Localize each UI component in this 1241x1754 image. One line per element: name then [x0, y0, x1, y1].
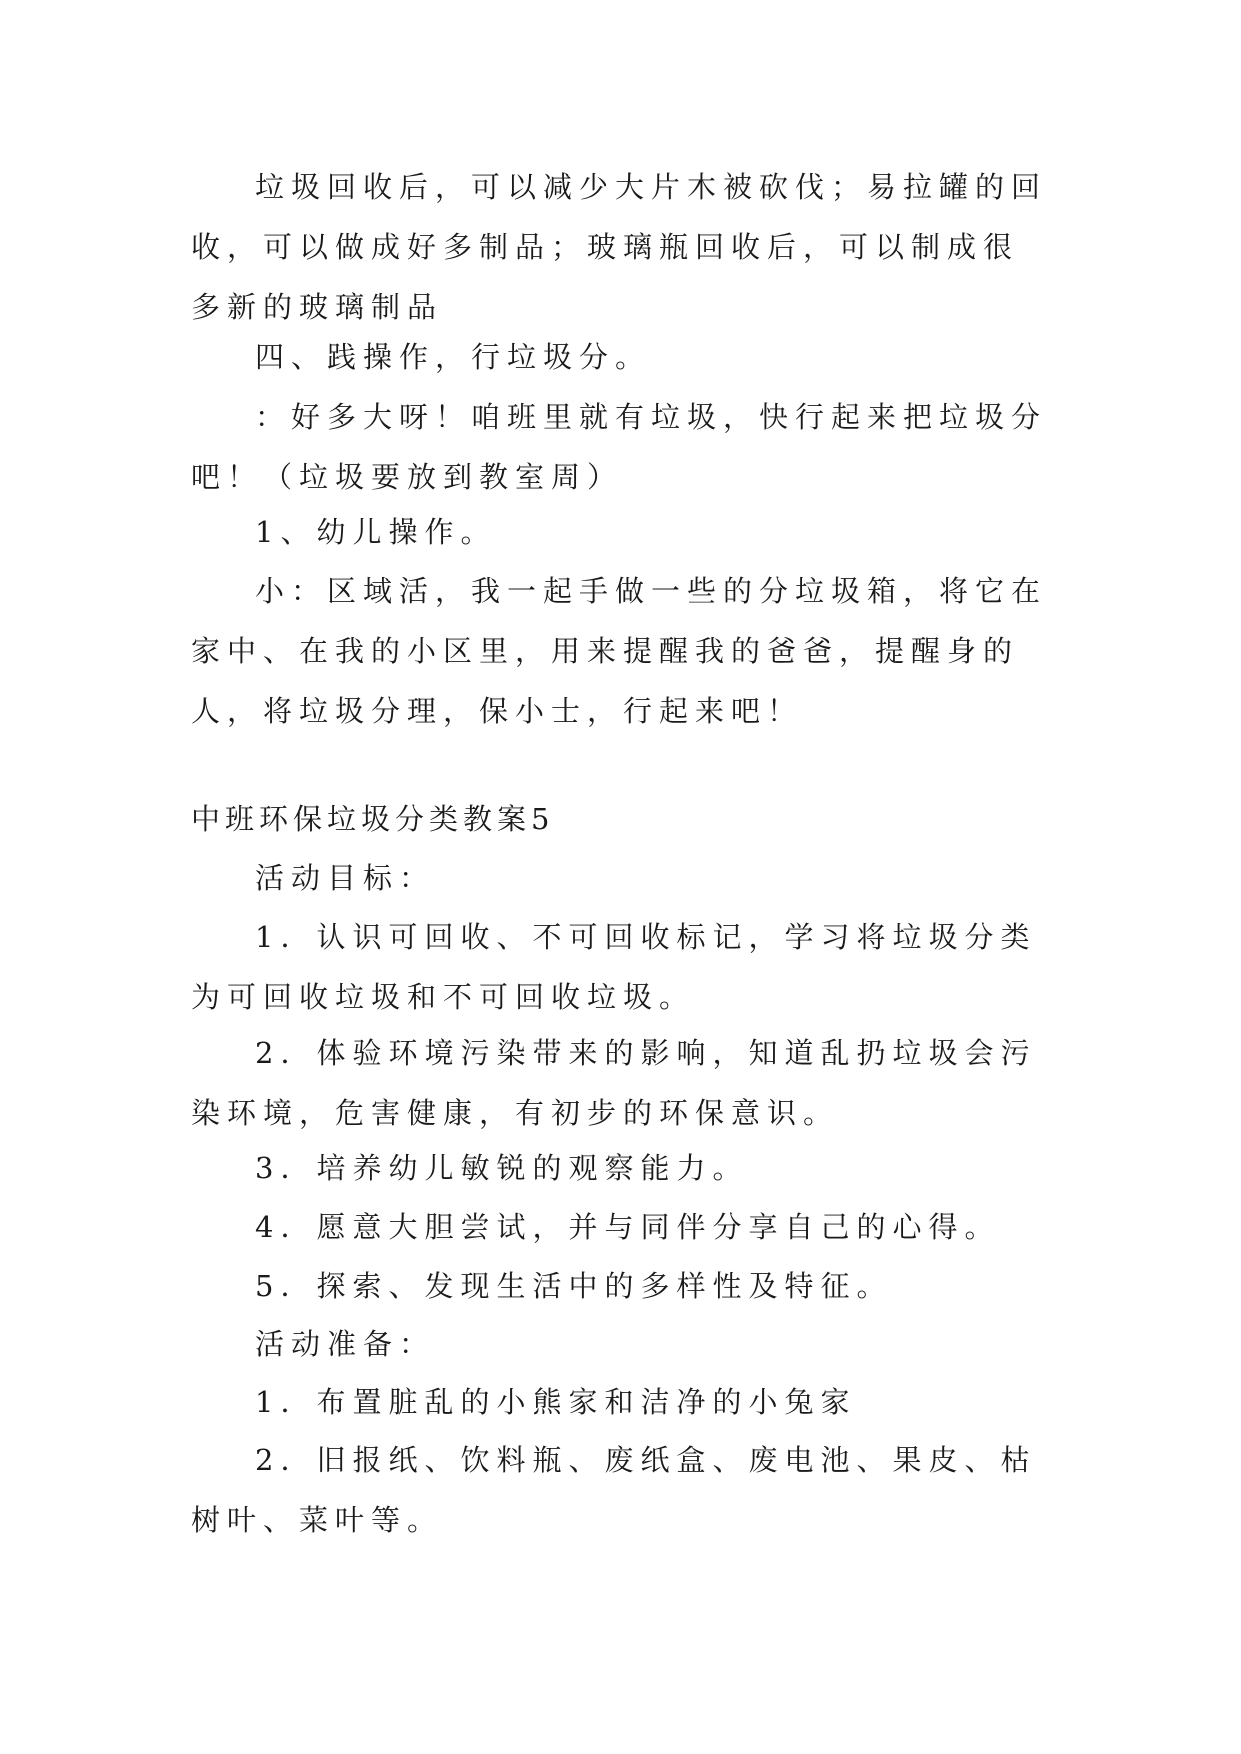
paragraph-prep-2: 2．旧报纸、饮料瓶、废纸盒、废电池、果皮、枯树叶、菜叶等。 [191, 1443, 1037, 1537]
paragraph-prep-1: 1．布置脏乱的小熊家和洁净的小兔家 [255, 1385, 857, 1419]
paragraph-teacher-prompt: ：好多大呀！咱班里就有垃圾，快行起来把垃圾分吧！（垃圾要放到教室周） [191, 400, 1048, 494]
paragraph-step-four: 四、践操作，行垃圾分。 [255, 340, 652, 374]
paragraph-goal-5: 5．探索、发现生活中的多样性及特征。 [255, 1269, 893, 1303]
paragraph-summary: 小：区域活，我一起手做一些的分垃圾箱，将它在家中、在我的小区里，用来提醒我的爸爸，提醒身的人，将垃圾分理，保小士，行起来吧！ [191, 574, 1048, 728]
paragraph-recycling-benefits: 垃圾回收后，可以减少大片木被砍伐；易拉罐的回收，可以做成好多制品；玻璃瓶回收后，可以制成很多新的玻璃制品 [191, 170, 1048, 324]
paragraph-activity-prep-heading: 活动准备： [255, 1327, 436, 1361]
section-title: 中班环保垃圾分类教案5 [191, 802, 555, 836]
paragraph-goal-1: 1．认识可回收、不可回收标记，学习将垃圾分类为可回收垃圾和不可回收垃圾。 [191, 920, 1037, 1014]
paragraph-activity-goals-heading: 活动目标： [255, 861, 436, 895]
paragraph-goal-3: 3．培养幼儿敏锐的观察能力。 [255, 1151, 749, 1185]
paragraph-goal-4: 4．愿意大胆尝试，并与同伴分享自己的心得。 [255, 1210, 1001, 1244]
paragraph-child-operation: 1、幼儿操作。 [255, 515, 497, 549]
paragraph-goal-2: 2．体验环境污染带来的影响，知道乱扔垃圾会污染环境，危害健康，有初步的环保意识。 [191, 1036, 1037, 1130]
